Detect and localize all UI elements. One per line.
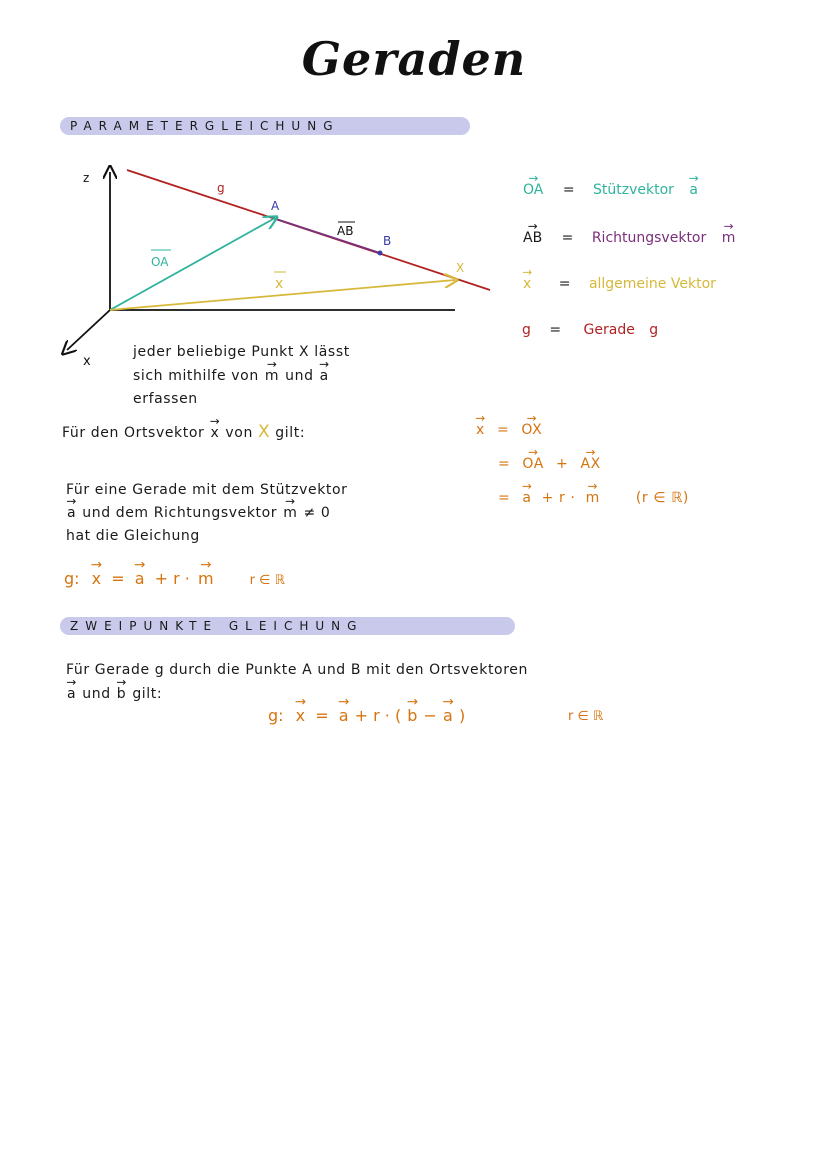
derivation-line-1 <box>475 422 543 438</box>
ortsvektor-text: von <box>225 425 253 441</box>
x-axis-label: x <box>83 354 91 369</box>
derivation-x: → x <box>475 422 486 438</box>
legend-symbol: → OA <box>522 182 544 198</box>
eq2-a2: → a <box>442 706 454 725</box>
gerade-a: → a <box>66 505 77 521</box>
legend-text: Gerade <box>583 322 635 338</box>
legend-text: allgemeine Vektor <box>588 276 716 292</box>
legend-symbol: → AB <box>522 230 543 246</box>
x-axis <box>67 310 110 350</box>
point-b-label: B <box>383 234 392 248</box>
point-b-dot <box>378 251 383 256</box>
eq1-m: → m <box>197 569 215 588</box>
z-axis-label: z <box>83 171 90 185</box>
gerade-m: → m <box>282 505 298 521</box>
derivation-plus: + <box>556 456 569 472</box>
ortsvektor-text: Für den Ortsvektor <box>62 425 205 441</box>
legend-var: g <box>649 322 659 338</box>
ortsvektor-text: gilt: <box>275 425 306 441</box>
derivation-eq: = <box>498 456 511 472</box>
eq2-eq: = <box>315 706 329 725</box>
page-title: Geraden <box>301 32 527 86</box>
legend-row-x <box>522 276 716 292</box>
point-x-label: X <box>456 261 465 275</box>
legend-symbol: → x <box>522 276 532 292</box>
eq2-condition: r ∈ ℝ <box>568 709 604 724</box>
ortsvektor-point-x: X <box>257 422 271 442</box>
derivation-ax: → AX <box>579 456 601 472</box>
derivation-m: → m <box>585 490 601 506</box>
ortsvektor-x: → x <box>209 425 220 441</box>
derivation-line-2 <box>498 456 602 472</box>
legend-symbol: g <box>522 322 531 338</box>
parameter-equation <box>64 569 285 588</box>
eq1-condition: r ∈ ℝ <box>249 573 285 588</box>
eq2-close: ) <box>458 706 466 725</box>
eq1-plus: + r · <box>154 569 190 588</box>
note-m: → m <box>264 368 280 384</box>
eq2-minus: − <box>423 706 437 725</box>
eq2-plus: + r · ( <box>354 706 402 725</box>
note-text: und <box>285 368 314 384</box>
derivation-eq: = <box>496 422 510 438</box>
note-text: sich mithilfe von <box>133 368 259 384</box>
eq2-b: → b <box>406 706 418 725</box>
eq2-a: → a <box>338 706 350 725</box>
line-g-label: g <box>217 181 225 195</box>
vector-diagram <box>55 160 505 375</box>
derivation-oa: → OA <box>521 456 545 472</box>
vector-x-label: x <box>275 276 284 292</box>
legend-row-g <box>522 322 658 338</box>
note-a: → a <box>319 368 330 384</box>
eq2-x: → x <box>295 706 306 725</box>
legend-var: → a <box>688 182 699 198</box>
eq1-g: g: <box>64 569 80 588</box>
eq2-g: g: <box>268 706 284 725</box>
derivation-eq: = <box>498 490 511 506</box>
eq1-x: → x <box>91 569 102 588</box>
segment-ab <box>273 218 380 253</box>
derivation-condition: (r ∈ ℝ) <box>635 490 689 506</box>
gerade-text-line-2 <box>66 505 330 521</box>
legend-eq: = <box>562 182 575 198</box>
legend-text: Stützvektor <box>593 182 674 198</box>
note-line-2 <box>133 368 330 384</box>
legend-eq: = <box>549 322 562 338</box>
eq1-eq: = <box>111 569 125 588</box>
gerade-text: ≠ 0 <box>303 505 331 521</box>
legend-text: Richtungsvektor <box>591 230 707 246</box>
gerade-text-line-3: hat die Gleichung <box>66 528 200 544</box>
gerade-text-line-1: Für eine Gerade mit dem Stützvektor <box>66 482 348 498</box>
section-heading-parametergleichung: PARAMETERGLEICHUNG <box>60 117 470 135</box>
vector-ab-label: AB <box>337 224 354 238</box>
vector-oa-label: OA <box>151 255 169 269</box>
vector-oa <box>110 218 275 310</box>
derivation-ox: → OX <box>520 422 543 438</box>
note-line-3: erfassen <box>133 391 198 407</box>
zweipunkt-text: und <box>82 686 111 702</box>
zweipunkt-a: → a <box>66 686 77 702</box>
derivation-line-3 <box>498 490 689 506</box>
zweipunkt-equation <box>268 706 465 725</box>
zweipunkt-line-1: Für Gerade g durch die Punkte A und B mit den Ortsvektoren <box>66 662 528 678</box>
eq1-a: → a <box>134 569 146 588</box>
legend-eq: = <box>558 276 571 292</box>
legend-row-ab <box>522 230 736 246</box>
point-a-label: A <box>271 199 280 213</box>
derivation-mid: + r · <box>541 490 576 506</box>
zweipunkt-line-2 <box>66 686 162 702</box>
note-line-1: jeder beliebige Punkt X lässt <box>133 344 350 360</box>
legend-var: → m <box>721 230 737 246</box>
zweipunkt-text: gilt: <box>132 686 163 702</box>
derivation-a: → a <box>521 490 532 506</box>
legend-eq: = <box>561 230 574 246</box>
legend-row-oa <box>522 182 699 198</box>
ortsvektor-line <box>62 422 305 442</box>
gerade-text: und dem Richtungsvektor <box>82 505 278 521</box>
zweipunkt-b: → b <box>116 686 128 702</box>
section-heading-zweipunkte: ZWEIPUNKTE GLEICHUNG <box>60 617 515 635</box>
